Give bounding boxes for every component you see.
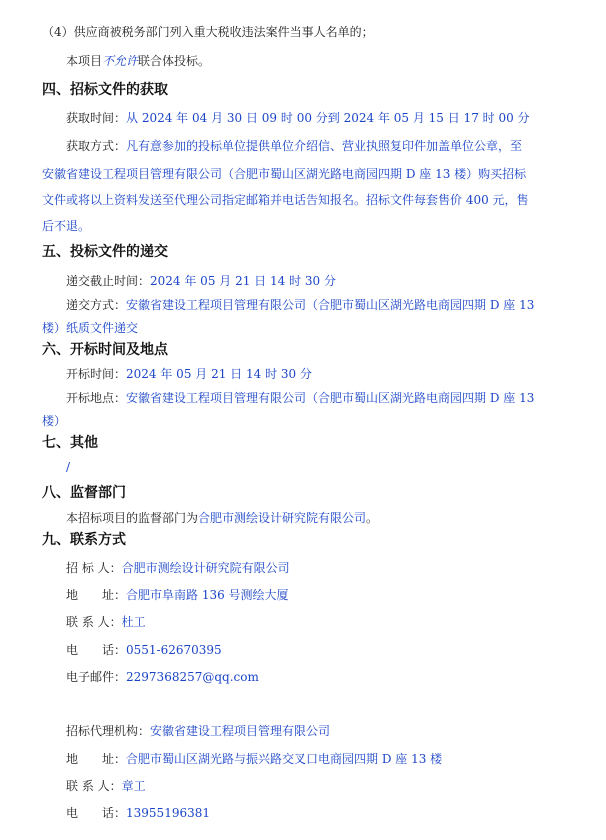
acquire-time-line xyxy=(66,110,530,126)
agency-contact-value: 章工 xyxy=(121,779,146,793)
address-row xyxy=(66,587,289,603)
address-label: 地 址： xyxy=(66,588,127,602)
phone-row xyxy=(66,642,222,658)
contact-value: 杜工 xyxy=(121,615,146,629)
email-row xyxy=(66,669,259,685)
tenderer-value: 合肥市测绘设计研究院有限公司 xyxy=(121,561,290,575)
email-value: 2297368257@qq.com xyxy=(126,670,259,684)
consortium-suffix: 联合体投标。 xyxy=(138,54,211,68)
agency-address-label: 地 址： xyxy=(66,752,127,766)
address-value: 合肥市阜南路 136 号测绘大厦 xyxy=(126,588,289,602)
agency-phone-label: 电 话： xyxy=(66,806,127,820)
agency-contact-label: 联 系 人： xyxy=(66,779,122,793)
submit-deadline-label: 递交截止时间： xyxy=(66,274,151,288)
phone-value: 0551-62670395 xyxy=(126,643,222,657)
acquire-method-text-4: 后不退。 xyxy=(42,219,91,233)
section-7-heading: 七、其他 xyxy=(42,435,98,451)
supervision-line xyxy=(66,510,378,526)
agency-row xyxy=(66,723,330,739)
submit-method-label: 递交方式： xyxy=(66,298,127,312)
consortium-line xyxy=(66,53,210,69)
acquire-method-text-2: 安徽省建设工程项目管理有限公司（合肥市蜀山区湖光路电商园四期 D 座 13 楼）购买招标 xyxy=(42,167,527,181)
section-8-heading: 八、监督部门 xyxy=(42,485,126,501)
submit-method-line-1 xyxy=(66,297,534,313)
opening-place-text-2: 楼） xyxy=(42,414,67,428)
agency-phone-row xyxy=(66,805,210,821)
agency-phone-value: 13955196381 xyxy=(126,806,210,820)
opening-place-label: 开标地点： xyxy=(66,391,127,405)
section-9-heading: 九、联系方式 xyxy=(42,532,126,548)
acquire-method-line-1 xyxy=(66,138,522,154)
opening-place-line-1 xyxy=(66,390,534,406)
supervision-value: 合肥市测绘设计研究院有限公司 xyxy=(198,511,367,525)
submit-deadline-value: 2024 年 05 月 21 日 14 时 30 分 xyxy=(150,274,336,288)
agency-label: 招标代理机构： xyxy=(66,724,151,738)
opening-place-text-1: 安徽省建设工程项目管理有限公司（合肥市蜀山区湖光路电商园四期 D 座 13 xyxy=(126,391,535,405)
section-4-heading: 四、招标文件的获取 xyxy=(42,82,168,98)
acquire-method-text-1: 凡有意参加的投标单位提供单位介绍信、营业执照复印件加盖单位公章，至 xyxy=(126,139,523,153)
agency-value: 安徽省建设工程项目管理有限公司 xyxy=(150,724,331,738)
consortium-value: 不允许 xyxy=(102,54,139,68)
phone-label: 电 话： xyxy=(66,643,127,657)
submit-deadline-line xyxy=(66,273,336,289)
opening-time-line xyxy=(66,366,312,382)
other-content: / xyxy=(66,460,71,474)
item-4-text: （4）供应商被税务部门列入重大税收违法案件当事人名单的； xyxy=(42,25,374,39)
acquire-time-value: 从 2024 年 04 月 30 日 09 时 00 分到 2024 年 05 月 15 日 17 时 00 分 xyxy=(126,111,530,125)
supervision-prefix: 本招标项目的监督部门为 xyxy=(66,511,199,525)
supervision-suffix: 。 xyxy=(366,511,379,525)
opening-time-value: 2024 年 05 月 21 日 14 时 30 分 xyxy=(126,367,312,381)
section-6-heading: 六、开标时间及地点 xyxy=(42,342,168,358)
acquire-method-text-3: 文件或将以上资料发送至代理公司指定邮箱并电话告知报名。招标文件每套售价 400 元，售 xyxy=(42,193,529,207)
acquire-time-label: 获取时间： xyxy=(66,111,127,125)
agency-contact-row xyxy=(66,778,146,794)
section-5-heading: 五、投标文件的递交 xyxy=(42,244,168,260)
agency-address-value: 合肥市蜀山区湖光路与振兴路交叉口电商园四期 D 座 13 楼 xyxy=(126,752,443,766)
opening-time-label: 开标时间： xyxy=(66,367,127,381)
acquire-method-label: 获取方式： xyxy=(66,139,127,153)
tenderer-label: 招 标 人： xyxy=(66,561,122,575)
contact-row xyxy=(66,614,146,630)
submit-method-text-1: 安徽省建设工程项目管理有限公司（合肥市蜀山区湖光路电商园四期 D 座 13 xyxy=(126,298,535,312)
submit-method-text-2: 楼）纸质文件递交 xyxy=(42,321,139,335)
consortium-prefix: 本项目 xyxy=(66,54,103,68)
tenderer-row xyxy=(66,560,290,576)
email-label: 电子邮件： xyxy=(66,670,127,684)
agency-address-row xyxy=(66,751,442,767)
contact-label: 联 系 人： xyxy=(66,615,122,629)
